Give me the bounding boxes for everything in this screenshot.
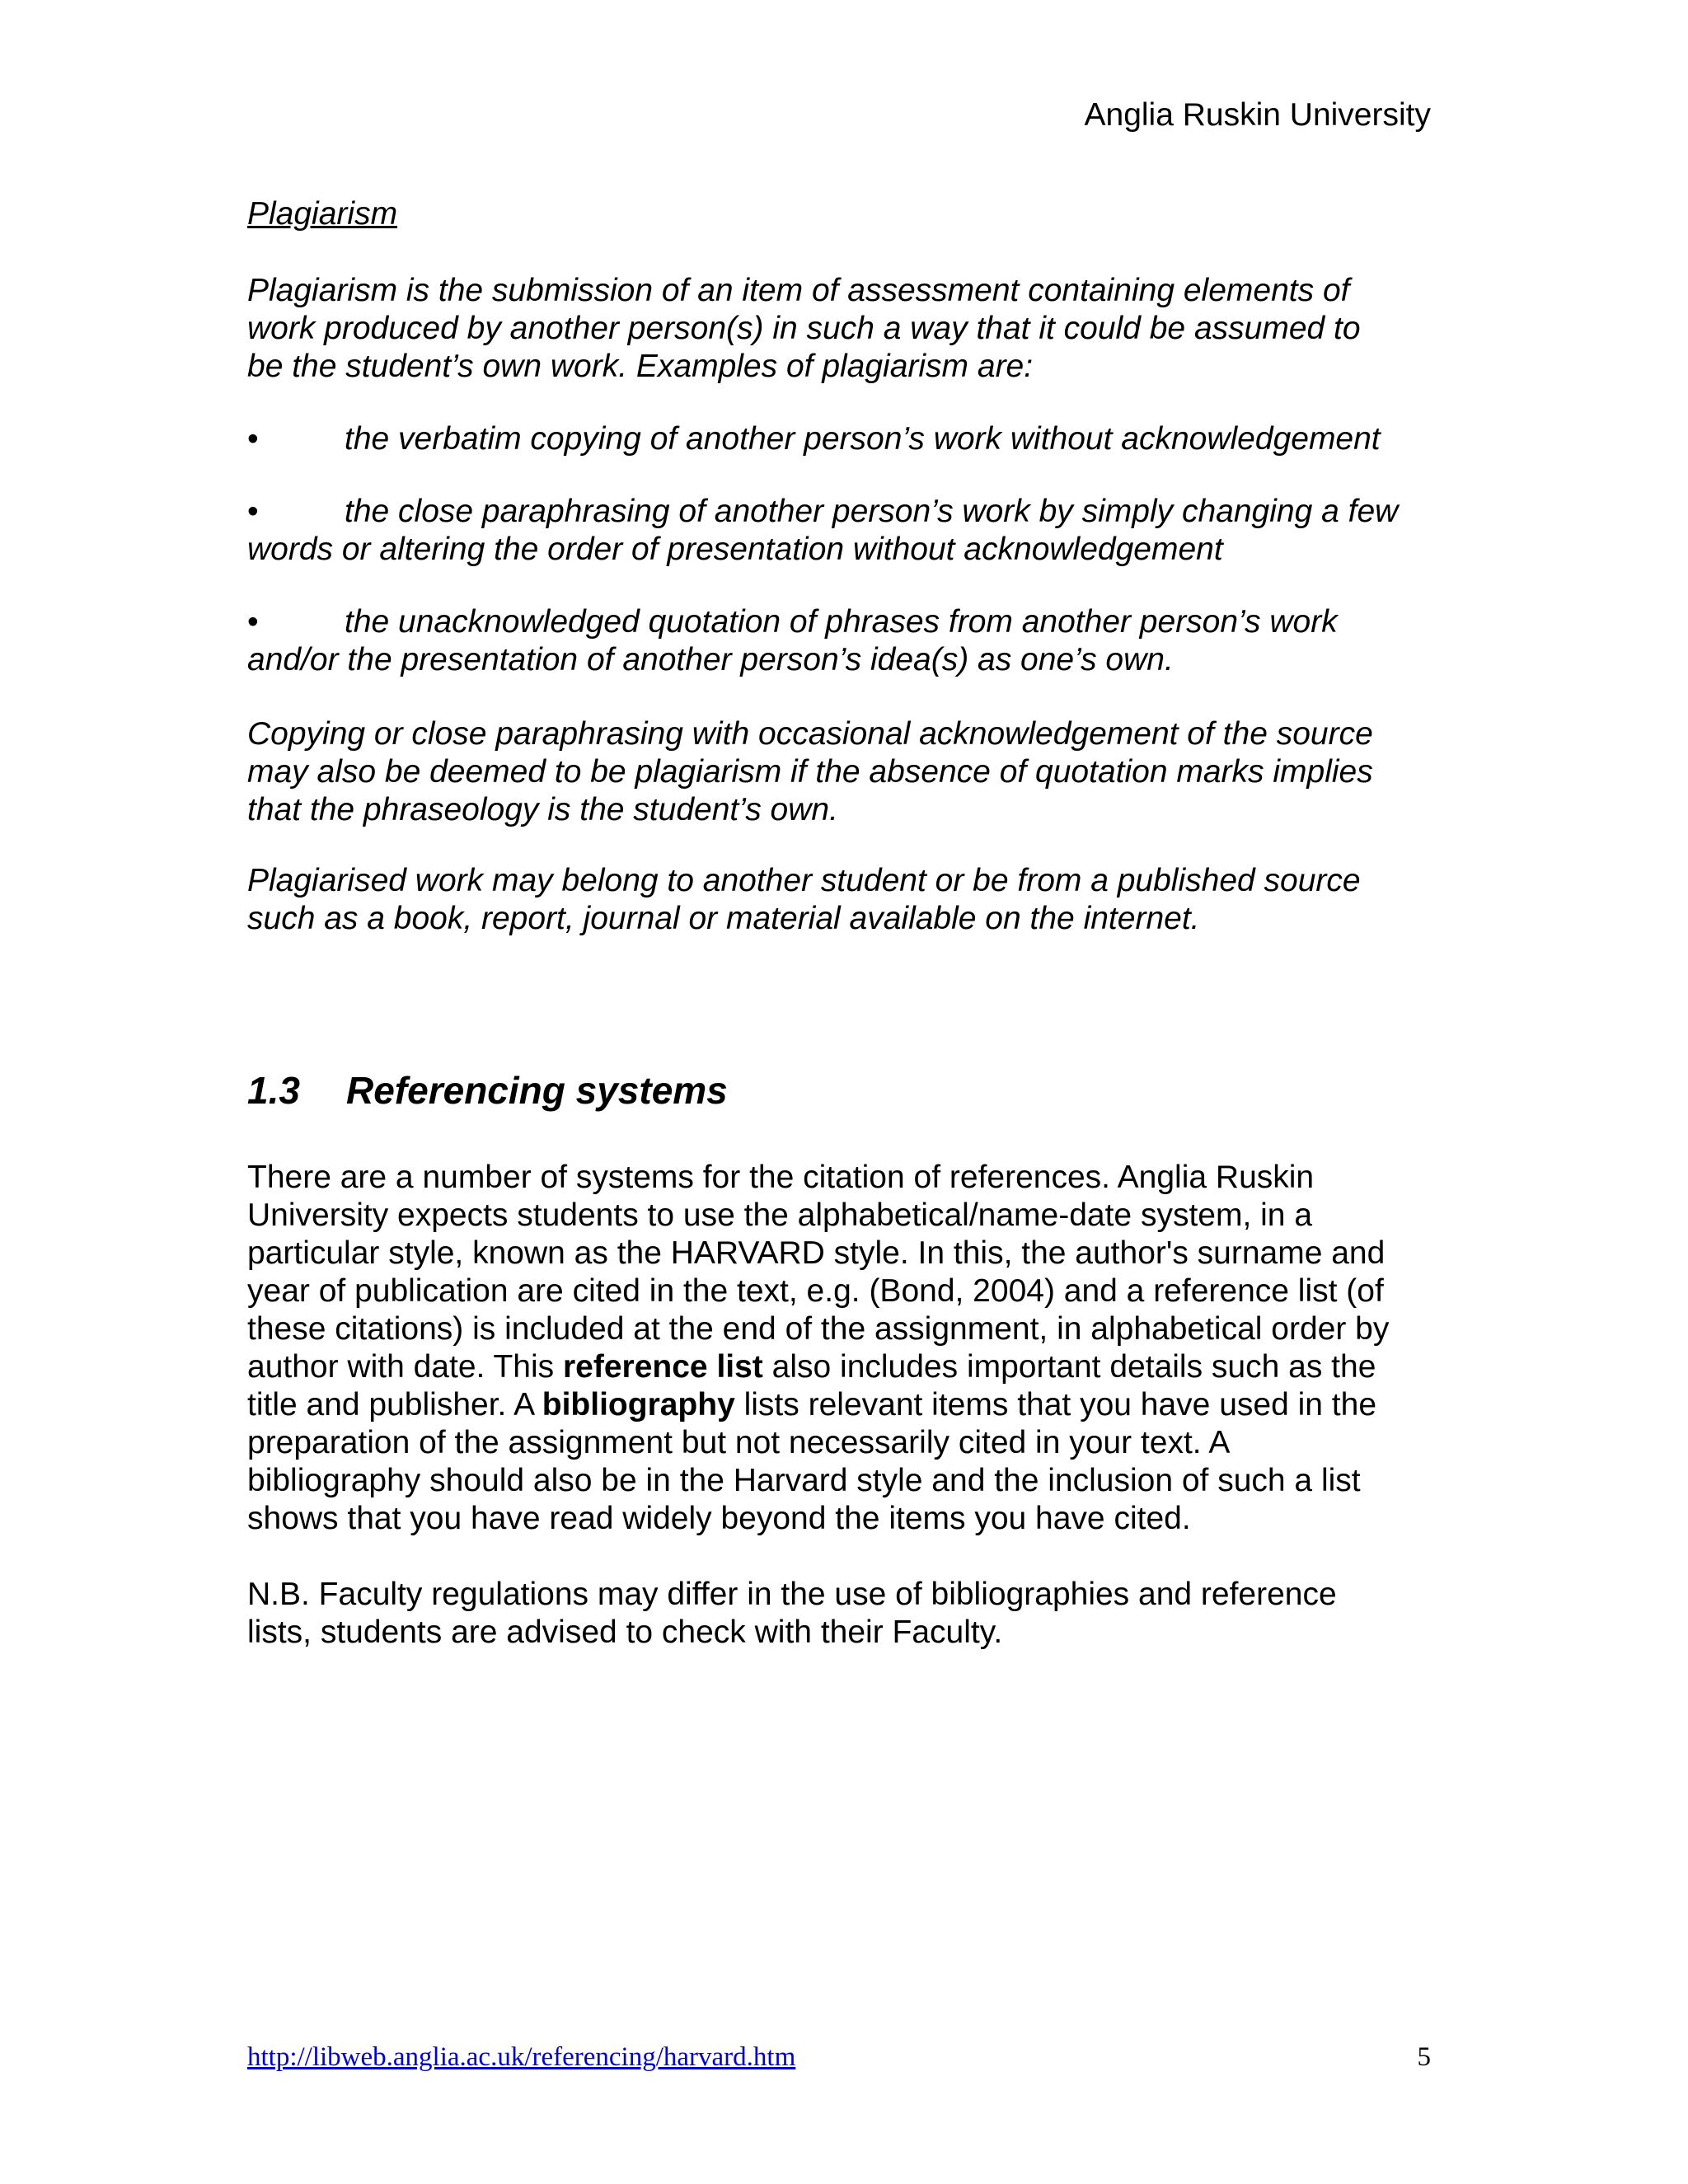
text-line: may also be deemed to be plagiarism if the absence of quotation marks implies [247,754,1373,790]
bullet-text: the close paraphrasing of another person’s work by simply changing a few [345,494,1399,529]
bullet-icon: • [247,421,259,457]
bullet-text: the unacknowledged quotation of phrases from another person’s work [345,604,1338,640]
section-title: Referencing systems [346,1069,728,1112]
text-line: such as a book, report, journal or material available on the internet. [247,901,1200,936]
text-line: bibliography should also be in the Harvard style and the inclusion of such a list [247,1463,1361,1498]
bullet-text: words or altering the order of presentation without acknowledgement [247,532,1223,567]
bullet-icon: • [247,604,259,640]
plagiarism-intro [247,272,1434,386]
text-line: work produced by another person(s) in such a way that it could be assumed to [247,311,1361,346]
bullet-item [247,493,1434,569]
text-line: Plagiarism is the submission of an item of assessment containing elements of [247,273,1350,308]
plagiarism-heading: Plagiarism [247,196,398,232]
text-span: lists relevant items that you have used in the [734,1387,1377,1422]
bullet-item [247,420,1434,458]
plagiarism-sources-paragraph [247,862,1434,938]
text-line: preparation of the assignment but not necessarily cited in your text. A [247,1425,1231,1460]
text-line: be the student’s own work. Examples of plagiarism are: [247,349,1034,384]
text-line: shows that you have read widely beyond the items you have cited. [247,1501,1191,1536]
text-span: also includes important details such as the [762,1349,1376,1385]
text-span: author with date. This [247,1349,563,1385]
text-line: There are a number of systems for the citation of references. Anglia Ruskin [247,1160,1315,1195]
text-line: Plagiarised work may belong to another student or be from a published source [247,863,1361,898]
section-heading [247,1068,1434,1113]
section-number: 1.3 [247,1069,300,1112]
text-line [247,1348,1434,1386]
referencing-paragraph [247,1159,1434,1538]
text-line: particular style, known as the HARVARD style. In this, the author's surname and [247,1235,1386,1271]
text-line: that the phraseology is the student’s own. [247,792,838,827]
footer-url-link[interactable]: http://libweb.anglia.ac.uk/referencing/harvard.htm [247,2042,796,2072]
text-line [247,1386,1434,1424]
plagiarism-copying-paragraph [247,715,1434,829]
page-number: 5 [1417,2042,1431,2072]
text-span: title and publisher. A [247,1387,542,1422]
bibliography-term: bibliography [542,1387,735,1422]
text-line: University expects students to use the alphabetical/name-date system, in a [247,1197,1313,1233]
bullet-text: the verbatim copying of another person’s work without acknowledgement [345,421,1381,457]
text-line: these citations) is included at the end of the assignment, in alphabetical order by [247,1311,1390,1347]
bullet-text: and/or the presentation of another person’s idea(s) as one’s own. [247,642,1174,677]
text-line: N.B. Faculty regulations may differ in the use of bibliographies and reference [247,1577,1337,1612]
faculty-note [247,1576,1434,1652]
bullet-item [247,603,1434,679]
text-line: lists, students are advised to check with their Faculty. [247,1615,1003,1650]
text-line: year of publication are cited in the text, e.g. (Bond, 2004) and a reference list (of [247,1273,1384,1309]
text-line: Copying or close paraphrasing with occasional acknowledgement of the source [247,716,1373,752]
header-organization: Anglia Ruskin University [1084,97,1431,133]
reference-list-term: reference list [563,1349,763,1385]
bullet-icon: • [247,494,259,529]
